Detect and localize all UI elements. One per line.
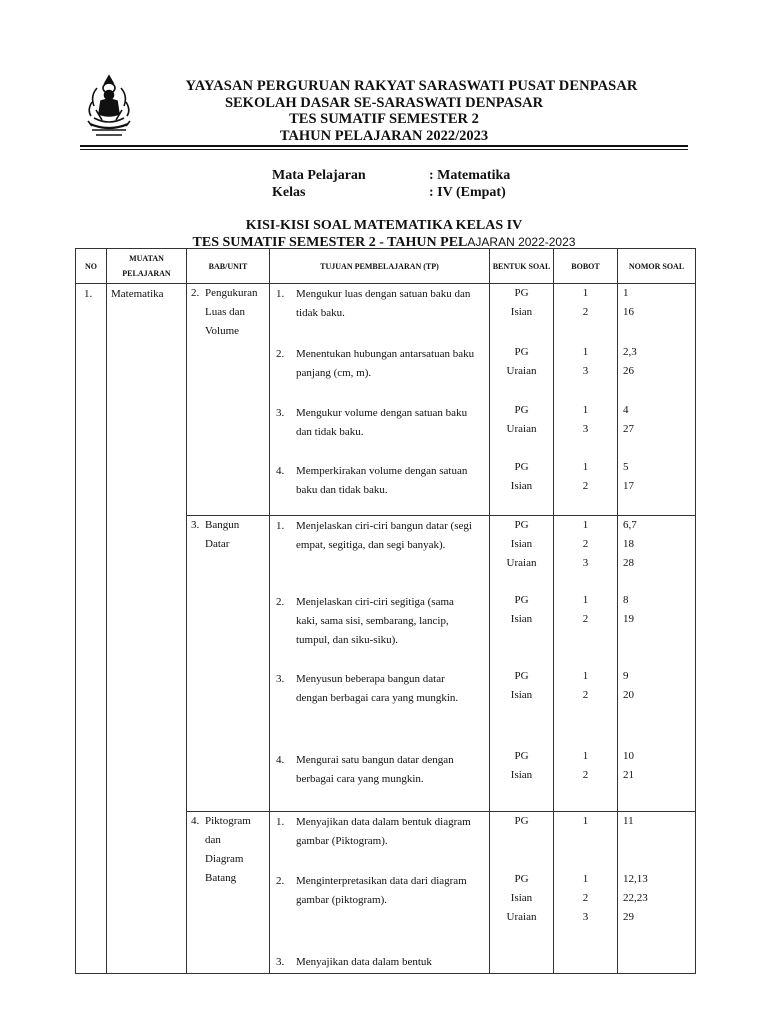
- bentuk-value: Uraian: [506, 365, 537, 377]
- bentuk-value: PG: [514, 815, 529, 827]
- bobot-value: 1: [582, 461, 589, 473]
- nomor-value: 12,13: [623, 873, 648, 885]
- bentuk-cell: [490, 812, 554, 974]
- header-no: NO: [76, 249, 107, 284]
- bentuk-cell: [490, 284, 554, 516]
- nomor-value: 11: [623, 815, 634, 827]
- bentuk-value: Isian: [510, 538, 533, 550]
- tp-number: 3.: [276, 673, 285, 685]
- header-muatan: MUATAN PELAJARAN: [107, 249, 187, 284]
- tp-item: [270, 345, 489, 403]
- nomor-soal-item: [618, 950, 695, 970]
- nomor-soal-item: [618, 812, 695, 870]
- bobot-value: 3: [582, 365, 589, 377]
- bab-title-line: Datar: [205, 538, 230, 550]
- bobot-item: [554, 284, 617, 343]
- header-bab: BAB/UNIT: [187, 249, 270, 284]
- bobot-item: [554, 591, 617, 667]
- tp-number: 2.: [276, 596, 285, 608]
- nomor-soal-item: [618, 401, 695, 458]
- bab-unit-cell: [187, 284, 270, 516]
- nomor-value: 21: [623, 769, 634, 781]
- bobot-value: 2: [582, 689, 589, 701]
- nomor-value: 2,3: [623, 346, 637, 358]
- tp-number: 1.: [276, 816, 285, 828]
- tp-number: 2.: [276, 875, 285, 887]
- table-body: [76, 284, 696, 974]
- bentuk-soal-item: [490, 812, 553, 870]
- tp-item: [270, 517, 489, 592]
- row-subject: Matematika: [107, 284, 187, 974]
- bab-title-line: Pengukuran: [205, 287, 258, 299]
- nomor-value: 28: [623, 557, 634, 569]
- bentuk-soal-item: [490, 343, 553, 401]
- bab-title: [205, 812, 251, 888]
- nomor-value: 19: [623, 613, 634, 625]
- bentuk-soal-item: [490, 747, 553, 807]
- tp-item: [270, 813, 489, 871]
- bentuk-value: PG: [514, 873, 529, 885]
- nomor-soal-item: [618, 284, 695, 343]
- bentuk-value: PG: [514, 461, 529, 473]
- bab-title: [205, 284, 258, 341]
- tp-item: [270, 593, 489, 669]
- class-value: : IV (Empat): [429, 185, 506, 200]
- bobot-value: 3: [582, 423, 589, 435]
- nomor-soal-item: [618, 516, 695, 591]
- header-nomor: NOMOR SOAL: [618, 249, 696, 284]
- bentuk-value: Uraian: [506, 423, 537, 435]
- bentuk-soal-item: [490, 401, 553, 458]
- bobot-value: 1: [582, 519, 589, 531]
- class-label: Kelas: [272, 185, 306, 200]
- bobot-value: 1: [582, 670, 589, 682]
- tp-item: [270, 462, 489, 515]
- bentuk-value: PG: [514, 346, 529, 358]
- bobot-value: 1: [582, 594, 589, 606]
- bentuk-cell: [490, 516, 554, 812]
- bentuk-value: Isian: [510, 306, 533, 318]
- bobot-value: 2: [582, 480, 589, 492]
- exam-name: TES SUMATIF SEMESTER 2: [289, 111, 479, 127]
- header-tp: TUJUAN PEMBELAJARAN (TP): [270, 249, 490, 284]
- tp-cell: [270, 516, 490, 812]
- bentuk-value: Isian: [510, 613, 533, 625]
- bentuk-value: Uraian: [506, 557, 537, 569]
- foundation-name: YAYASAN PERGURUAN RAKYAT SARASWATI PUSAT DENPASAR: [185, 78, 638, 94]
- table-header-row: [76, 249, 696, 284]
- tp-item: [270, 285, 489, 344]
- bab-title-line: Piktogram: [205, 815, 251, 827]
- tp-text: Menyajikan data dalam bentuk: [296, 956, 432, 968]
- tp-number: 1.: [276, 288, 285, 300]
- nomor-value: 1: [623, 287, 629, 299]
- tp-number: 4.: [276, 754, 285, 766]
- nomor-value: 5: [623, 461, 629, 473]
- title-line-2-rest: AJARAN 2022-2023: [467, 235, 576, 249]
- bobot-item: [554, 812, 617, 870]
- subject-value: : Matematika: [429, 168, 511, 183]
- tp-item: [270, 670, 489, 750]
- tp-item: [270, 872, 489, 952]
- bobot-item: [554, 343, 617, 401]
- nomor-value: 16: [623, 306, 634, 318]
- nomor-soal-item: [618, 458, 695, 511]
- bobot-item: [554, 458, 617, 511]
- subject-label: Mata Pelajaran: [272, 168, 366, 183]
- tp-number: 2.: [276, 348, 285, 360]
- tp-text: Memperkirakan volume dengan satuan baku dan tidak baku.: [296, 465, 468, 496]
- tp-text: Menjelaskan ciri-ciri bangun datar (segi empat, segitiga, dan segi banyak).: [296, 520, 472, 551]
- bentuk-soal-item: [490, 950, 553, 970]
- bab-title-line: Luas dan: [205, 306, 246, 318]
- tp-text: Menginterpretasikan data dari diagram gambar (piktogram).: [296, 875, 467, 906]
- bentuk-soal-item: [490, 667, 553, 747]
- bab-title: [205, 516, 239, 554]
- bab-unit-cell: [187, 516, 270, 812]
- bentuk-value: PG: [514, 404, 529, 416]
- tp-text: Menentukan hubungan antarsatuan baku panjang (cm, m).: [296, 348, 475, 379]
- nomor-value: 27: [623, 423, 634, 435]
- header-bobot: BOBOT: [554, 249, 618, 284]
- nomor-cell: [618, 812, 696, 974]
- bobot-cell: [554, 516, 618, 812]
- bobot-value: 2: [582, 538, 589, 550]
- bobot-item: [554, 401, 617, 458]
- bobot-value: 2: [582, 769, 589, 781]
- nomor-value: 9: [623, 670, 629, 682]
- bobot-value: 2: [582, 613, 589, 625]
- header-divider-thick: [80, 145, 688, 147]
- nomor-value: 20: [623, 689, 634, 701]
- nomor-value: 26: [623, 365, 634, 377]
- row-number: 1.: [76, 284, 107, 974]
- bab-unit: [187, 812, 269, 888]
- bab-title-line: Bangun: [205, 519, 240, 531]
- table-row: [76, 284, 696, 516]
- bobot-cell: [554, 284, 618, 516]
- tp-item: [270, 404, 489, 461]
- bobot-value: 1: [582, 873, 589, 885]
- tp-number: 3.: [276, 956, 285, 968]
- title-line-1: KISI-KISI SOAL MATEMATIKA KELAS IV: [245, 218, 523, 233]
- tp-cell: [270, 812, 490, 974]
- tp-item: [270, 953, 489, 973]
- bentuk-value: Isian: [510, 689, 533, 701]
- tp-text: Menyajikan data dalam bentuk diagram gambar (Piktogram).: [296, 816, 471, 847]
- nomor-soal-item: [618, 870, 695, 950]
- tp-text: Menyusun beberapa bangun datar dengan berbagai cara yang mungkin.: [296, 673, 459, 704]
- header-divider-thin: [80, 149, 688, 150]
- bobot-item: [554, 516, 617, 591]
- school-header: [0, 78, 768, 144]
- bentuk-value: Isian: [510, 769, 533, 781]
- bentuk-soal-item: [490, 458, 553, 511]
- tp-text: Mengurai satu bangun datar dengan berbagai cara yang mungkin.: [296, 754, 454, 785]
- bobot-value: 3: [582, 557, 589, 569]
- nomor-value: 10: [623, 750, 634, 762]
- nomor-soal-item: [618, 343, 695, 401]
- subject-info: [272, 167, 510, 201]
- bab-title-line: Diagram: [205, 853, 244, 865]
- header-bentuk: BENTUK SOAL: [490, 249, 554, 284]
- bentuk-soal-item: [490, 516, 553, 591]
- bobot-item: [554, 870, 617, 950]
- bobot-value: 1: [582, 815, 589, 827]
- tp-item: [270, 751, 489, 811]
- bentuk-value: Uraian: [506, 911, 537, 923]
- academic-year: TAHUN PELAJARAN 2022/2023: [279, 127, 489, 144]
- tp-text: Mengukur luas dengan satuan baku dan tidak baku.: [296, 288, 471, 319]
- bab-title-line: dan: [205, 834, 221, 846]
- bab-unit-cell: [187, 812, 270, 974]
- bobot-value: 1: [582, 750, 589, 762]
- bab-unit: [187, 516, 269, 554]
- bobot-value: 3: [582, 911, 589, 923]
- title-line-2-bold: TES SUMATIF SEMESTER 2 - TAHUN PEL: [192, 235, 468, 250]
- bobot-cell: [554, 812, 618, 974]
- nomor-value: 29: [623, 911, 634, 923]
- bab-title-line: Batang: [205, 872, 237, 884]
- bobot-value: 1: [582, 346, 589, 358]
- nomor-cell: [618, 516, 696, 812]
- nomor-value: 4: [623, 404, 629, 416]
- tp-text: Mengukur volume dengan satuan baku dan tidak baku.: [296, 407, 468, 438]
- bentuk-value: PG: [514, 594, 529, 606]
- tp-text: Menjelaskan ciri-ciri segitiga (sama kaki, sama sisi, sembarang, lancip, tumpul, dan siku-siku).: [296, 596, 454, 646]
- bobot-value: 1: [582, 404, 589, 416]
- bobot-value: 1: [582, 287, 589, 299]
- nomor-value: 6,7: [623, 519, 637, 531]
- kisi-kisi-table: [75, 248, 696, 974]
- bentuk-soal-item: [490, 284, 553, 343]
- bab-title-line: Volume: [205, 325, 240, 337]
- bab-unit: [187, 284, 269, 341]
- nomor-value: 18: [623, 538, 634, 550]
- bobot-value: 2: [582, 306, 589, 318]
- tp-number: 3.: [276, 407, 285, 419]
- tp-cell: [270, 284, 490, 516]
- bentuk-soal-item: [490, 591, 553, 667]
- school-name: SEKOLAH DASAR SE-SARASWATI DENPASAR: [224, 94, 544, 111]
- bentuk-value: Isian: [510, 480, 533, 492]
- bab-number: 4.: [191, 815, 200, 827]
- bobot-value: 2: [582, 892, 589, 904]
- bentuk-soal-item: [490, 870, 553, 950]
- bentuk-value: PG: [514, 519, 529, 531]
- bab-number: 3.: [191, 519, 200, 531]
- tp-number: 1.: [276, 520, 285, 532]
- nomor-value: 8: [623, 594, 629, 606]
- nomor-soal-item: [618, 667, 695, 747]
- bentuk-value: PG: [514, 670, 529, 682]
- bentuk-value: Isian: [510, 892, 533, 904]
- nomor-value: 22,23: [623, 892, 648, 904]
- bobot-item: [554, 747, 617, 807]
- bentuk-value: PG: [514, 287, 529, 299]
- bobot-item: [554, 950, 617, 970]
- nomor-soal-item: [618, 747, 695, 807]
- bentuk-value: PG: [514, 750, 529, 762]
- bab-number: 2.: [191, 287, 200, 299]
- bobot-item: [554, 667, 617, 747]
- nomor-cell: [618, 284, 696, 516]
- document-title: [0, 218, 768, 251]
- tp-number: 4.: [276, 465, 285, 477]
- nomor-soal-item: [618, 591, 695, 667]
- nomor-value: 17: [623, 480, 634, 492]
